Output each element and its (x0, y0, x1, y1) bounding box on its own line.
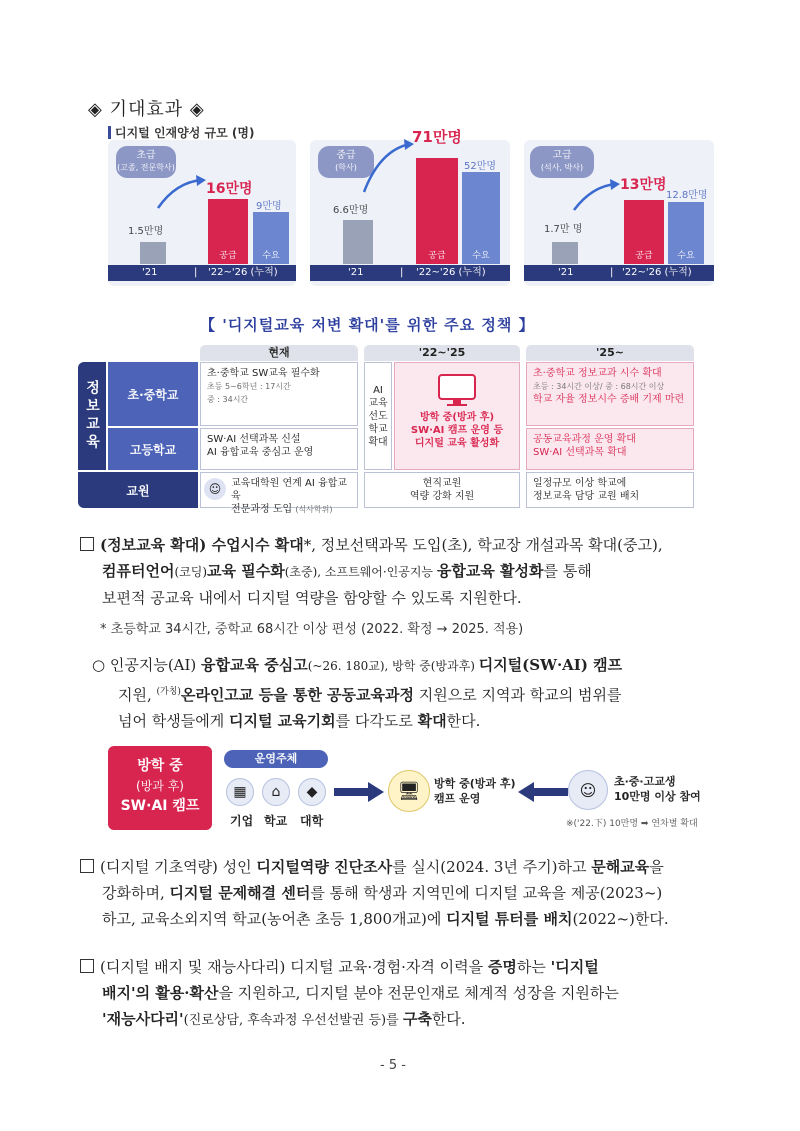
level-label: 초급 (136, 150, 156, 161)
school-icon: ⌂ (262, 778, 290, 806)
bar-base (343, 220, 373, 264)
camp-right-line: 10만명 이상 참여 (614, 790, 701, 803)
camp-box-line: (방과 후) (136, 779, 184, 793)
bar-supply (624, 200, 664, 264)
bar-demand-label: 수요 (262, 251, 280, 261)
para-bold: 융합교육 활성화 (436, 562, 544, 580)
para-text: 넘어 학생들에게 (118, 712, 229, 730)
building-icon: ▦ (226, 778, 254, 806)
base-value: 1.5만명 (128, 226, 164, 237)
para-text: 지원, (118, 686, 157, 704)
cell-text: AI 융합교육 중심고 운영 (207, 447, 314, 458)
camp-right-line: 초·중·고교생 (614, 775, 676, 788)
growth-arrow-icon (156, 174, 208, 210)
supply-value: 71만명 (412, 128, 462, 146)
checkbox-square-icon (80, 959, 94, 973)
arrow-left-icon (518, 782, 568, 802)
supply-value: 13만명 (620, 177, 667, 193)
para-sup: (가칭) (156, 687, 181, 697)
para-text: 강화하며, (102, 884, 170, 902)
cell-text: SW·AI 선택과목 확대 (533, 447, 627, 458)
para-bold: 문해교육 (591, 858, 650, 876)
cell-teacher-future (526, 472, 694, 508)
axis-divider: | (400, 267, 404, 278)
cell-text: 초·중학교 정보교과 시수 확대 (533, 368, 662, 379)
page-number: - 5 - (380, 1058, 406, 1073)
level-sub: (석사, 박사) (540, 163, 584, 172)
demand-value: 52만명 (464, 161, 497, 172)
paragraph-basic-competency (80, 854, 730, 932)
para-bold: 디지털 튜터를 배치 (446, 910, 573, 928)
row-head-high: 고등학교 (108, 428, 198, 470)
para-text: (디지털 기초역량) 성인 (100, 858, 257, 876)
bar-base (552, 242, 578, 264)
row-head-teacher: 교원 (78, 472, 198, 508)
paragraph-digital-badge (80, 954, 730, 1034)
para-small: (초중), 소프트웨어·인공지능 (284, 565, 437, 579)
para-text: 를 다각도로 (335, 712, 418, 730)
year-base: '21 (142, 267, 158, 278)
arrow-right-icon (334, 782, 384, 802)
year-axis (524, 265, 714, 281)
cell-text: 학교 자율 정보시수 증배 기제 마련 (533, 394, 685, 405)
para-text: 하고, 교육소외지역 학교(농어촌 초등 1,800개교)에 (102, 910, 447, 928)
year-range: '22~'26 (누적) (416, 267, 486, 278)
cell-camp (394, 362, 520, 470)
col-head-now: 현재 (200, 345, 358, 361)
level-pill-advanced (530, 146, 594, 178)
demand-value: 12.8만명 (666, 190, 708, 201)
camp-note: ※('22.下) 10만명 ➡ 연차별 확대 (566, 819, 698, 829)
bar-base (140, 242, 166, 264)
monitor-icon (435, 373, 479, 407)
cell-elem-now (200, 362, 358, 426)
students-icon: ☺ (568, 770, 608, 810)
bar-demand (462, 172, 500, 264)
cell-elem-future (526, 362, 694, 426)
cell-text: 공동교육과정 운영 확대 (533, 434, 636, 445)
bar-demand-label: 수요 (472, 251, 490, 261)
para-text: *, 정보선택과목 도입(초), 학교장 개설과목 확대(중고), (303, 536, 663, 554)
year-range: '22~'26 (누적) (208, 267, 278, 278)
camp-box-line: SW·AI 캠프 (120, 798, 200, 814)
section-title: ◈ 기대효과 ◈ (88, 99, 205, 120)
growth-arrow-icon (572, 178, 622, 212)
cell-sub: 초등 5~6학년 : 17시간 (207, 382, 291, 391)
para-text: 하는 (516, 958, 551, 976)
para-bold: 디지털 교육기회 (228, 712, 336, 730)
cell-high-now (200, 428, 358, 470)
para-small: (~26. 180교), 방학 중(방과후) (307, 659, 479, 673)
para-bold: '디지털 (550, 958, 599, 976)
para-bold: 배지'의 활용·확산 (102, 984, 219, 1002)
cell-text: SW·AI 선택과목 신설 (207, 434, 301, 445)
paragraph-info-edu (80, 532, 730, 611)
para-bold: 구축 (402, 1010, 432, 1028)
para-bold: 융합교육 중심고 (201, 656, 308, 674)
cell-text: 현직교원 (422, 478, 462, 489)
cell-text: 전문과정 도입 (231, 504, 293, 515)
bar-demand-label: 수요 (677, 251, 695, 261)
para-bold: 컴퓨터언어 (102, 562, 175, 580)
level-sub: (고졸, 전문학사) (117, 163, 175, 172)
cell-text: 교육대학원 연계 AI 융합교육 (231, 478, 347, 502)
year-base: '21 (558, 267, 574, 278)
bar-supply (208, 199, 248, 264)
level-sub: (학사) (335, 163, 357, 172)
cell-sub: 중 : 34시간 (207, 395, 249, 404)
teacher-icon: ☺ (204, 478, 226, 500)
cell-text: 디지털 교육 활성화 (414, 438, 500, 449)
para-text: 을 지원하고, 디지털 분야 전문인재로 체계적 성장을 지원하는 (218, 984, 619, 1002)
para-text: (디지털 배지 및 재능사다리) 디지털 교육·경험·자격 이력을 (100, 958, 488, 976)
para-text: 를 통해 (543, 562, 592, 580)
level-label: 고급 (552, 150, 572, 161)
camp-mid-line: 방학 중(방과 후) (434, 777, 516, 790)
graduation-cap-icon: ◆ (298, 778, 326, 806)
policy-title: 【 '디지털교육 저변 확대'를 위한 주요 정책 】 (200, 316, 535, 334)
checkbox-square-icon (80, 537, 94, 551)
para-bold: 확대 (417, 712, 447, 730)
checkbox-square-icon (80, 859, 94, 873)
base-value: 6.6만명 (333, 205, 369, 216)
chart-title-text: 디지털 인재양성 규모 (명) (115, 126, 255, 140)
org-university: 대학 (300, 814, 324, 828)
para-text: 한다. (446, 712, 481, 730)
para-small: (코딩) (174, 565, 208, 579)
year-axis (310, 265, 510, 281)
para-bold: (정보교육 확대) 수업시수 확대 (100, 536, 304, 554)
bar-demand (253, 212, 289, 264)
camp-right-text (614, 774, 701, 804)
para-text: ○ 인공지능(AI) (92, 656, 202, 674)
bar-supply-label: 공급 (428, 251, 446, 261)
camp-box-line: 방학 중 (137, 758, 183, 774)
supply-value: 16만명 (206, 181, 253, 197)
camp-box (108, 746, 212, 830)
para-text: 보편적 공교육 내에서 디지털 역량을 함양할 수 있도록 지원한다. (102, 589, 522, 607)
para-text: 를 실시(2024. 3년 주기)하고 (392, 858, 592, 876)
cell-text: SW·AI 캠프 운영 등 (410, 425, 504, 436)
cell-ai-school: AI 교육 선도 학교 확대 (364, 362, 392, 470)
chart-title (108, 124, 254, 141)
axis-divider: | (610, 267, 614, 278)
year-base: '21 (348, 267, 364, 278)
cell-text: 초·중학교 SW교육 필수화 (207, 368, 320, 379)
year-axis (108, 265, 296, 281)
monitor-camp-icon: 🖥 (388, 770, 430, 812)
cell-text: 정보교육 담당 교원 배치 (533, 491, 640, 502)
bar-supply-label: 공급 (635, 251, 653, 261)
para-bold: 디지털 문제해결 센터 (169, 884, 311, 902)
level-label: 중급 (336, 150, 356, 161)
camp-mid-line: 캠프 운영 (434, 792, 481, 805)
table-side-label: 정보교육 (78, 362, 106, 470)
para-bold: '재능사다리' (102, 1010, 184, 1028)
bar-demand (668, 202, 704, 264)
org-school: 학교 (264, 814, 288, 828)
cell-teacher-mid (364, 472, 520, 508)
para-bold: 디지털(SW·AI) 캠프 (478, 656, 623, 674)
para-text: 한다. (431, 1010, 466, 1028)
para-text: 지원으로 지역과 학교의 범위를 (413, 686, 622, 704)
para-bold: 증명 (487, 958, 517, 976)
col-head-future: '25~ (526, 345, 694, 361)
cell-high-future (526, 428, 694, 470)
para-bold: 교육 필수화 (207, 562, 285, 580)
demand-value: 9만명 (256, 201, 282, 212)
row-head-elem-mid: 초·중학교 (108, 362, 198, 426)
bar-supply (416, 158, 458, 264)
cell-text: 일정규모 이상 학교에 (533, 478, 627, 489)
growth-arrow-icon (362, 138, 416, 194)
camp-mid-text (434, 776, 515, 806)
para-text: 를 통해 학생과 지역민에 디지털 교육을 제공(2023~) (310, 884, 663, 902)
org-company: 기업 (230, 814, 254, 828)
footnote: * 초등학교 34시간, 중학교 68시간 이상 편성 (2022. 확정 → 2025. 적용) (100, 622, 524, 637)
axis-divider: | (194, 267, 198, 278)
para-text: 을 (649, 858, 664, 876)
cell-sub: 초등 : 34시간 이상/ 중 : 68시간 이상 (533, 382, 665, 391)
cell-sub: (석사학위) (295, 505, 333, 514)
cell-text: 역량 강화 지원 (409, 491, 475, 502)
para-text: (2022~)한다. (572, 910, 669, 928)
para-bold: 온라인고교 등을 통한 공동교육과정 (180, 686, 414, 704)
paragraph-ai-edu (92, 652, 732, 734)
col-head-mid: '22~'25 (364, 345, 520, 361)
base-value: 1.7만 명 (544, 224, 583, 235)
year-range: '22~'26 (누적) (622, 267, 692, 278)
title-marker (108, 126, 111, 139)
para-small: (진로상담, 후속과정 우선선발권 등)를 (183, 1013, 403, 1028)
org-title: 운영주체 (224, 750, 328, 768)
para-bold: 디지털역량 진단조사 (256, 858, 393, 876)
cell-text: 방학 중(방과 후) (419, 412, 495, 423)
bar-supply-label: 공급 (219, 251, 237, 261)
